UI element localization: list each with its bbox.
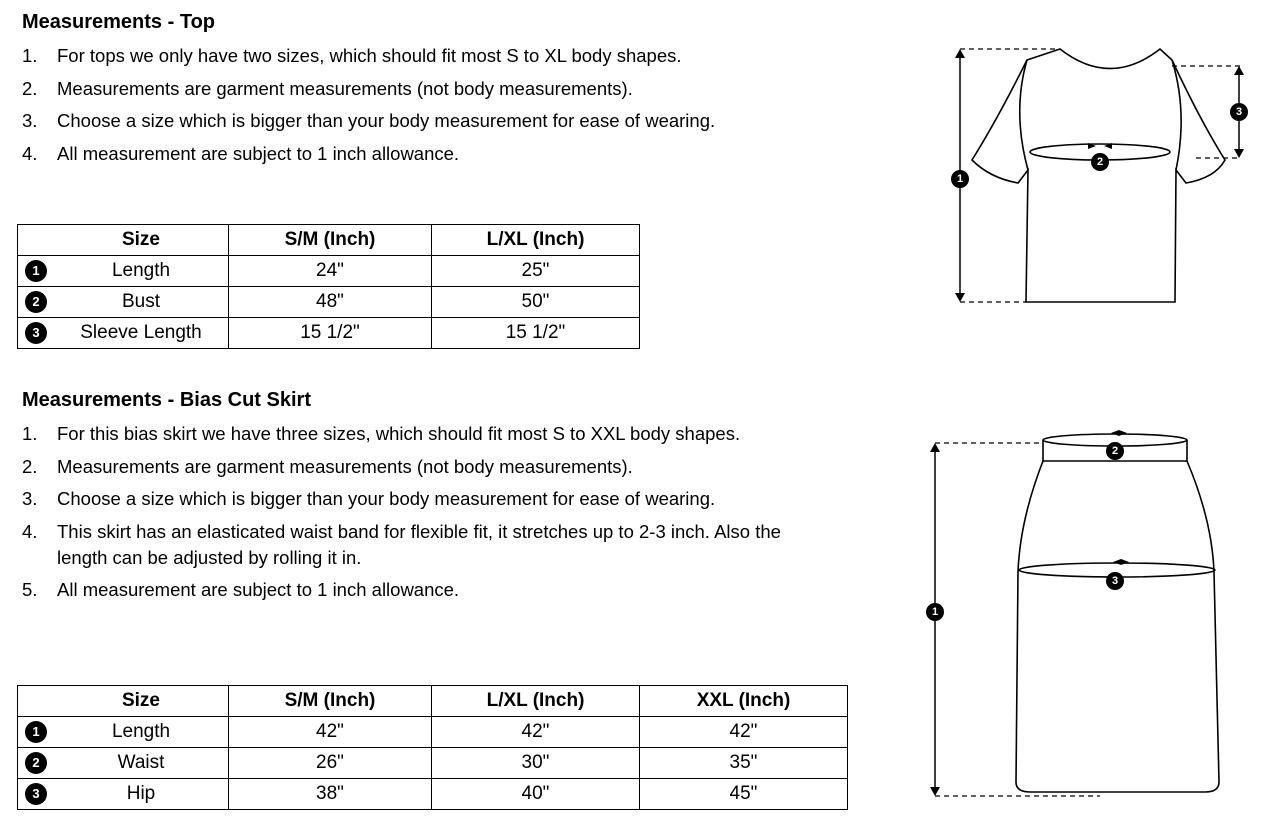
figure-badge-waist: 2 xyxy=(1106,442,1124,460)
header-size: Size xyxy=(54,225,229,256)
cell-value: 48" xyxy=(229,287,432,318)
row-label: Length xyxy=(54,256,229,287)
cell-value: 40" xyxy=(432,779,640,810)
number-badge: 1 xyxy=(25,721,47,743)
figure-badge-length: 1 xyxy=(951,170,969,188)
skirt-note: 1. For this bias skirt we have three sizes, which should fit most S to XXL body shapes. xyxy=(22,423,741,444)
skirt-note: 5. All measurement are subject to 1 inch allowance. xyxy=(22,579,460,600)
row-label: Hip xyxy=(54,779,229,810)
row-label: Bust xyxy=(54,287,229,318)
number-badge: 3 xyxy=(25,783,47,805)
top-note: 3. Choose a size which is bigger than your body measurement for ease of wearing. xyxy=(22,110,716,131)
cell-value: 25" xyxy=(432,256,640,287)
header-sm: S/M (Inch) xyxy=(229,686,432,717)
cell-value: 45" xyxy=(640,779,848,810)
cell-value: 38" xyxy=(229,779,432,810)
header-sm: S/M (Inch) xyxy=(229,225,432,256)
top-note: 2. Measurements are garment measurements (not body measurements). xyxy=(22,77,633,99)
header-xxl: XXL (Inch) xyxy=(640,686,848,717)
skirt-note: 4. This skirt has an elasticated waist band for flexible fit, it stretches up to 2-3 inch. Also the length can be adjusted by rolling it in. xyxy=(22,520,781,568)
cell-value: 35" xyxy=(640,748,848,779)
top-note: 1. For tops we only have two sizes, which should fit most S to XL body shapes. xyxy=(22,45,682,66)
header-lxl: L/XL (Inch) xyxy=(432,686,640,717)
row-label: Length xyxy=(54,717,229,748)
skirt-note: 3. Choose a size which is bigger than your body measurement for ease of wearing. xyxy=(22,488,716,509)
skirt-heading: Measurements - Bias Cut Skirt xyxy=(22,389,311,411)
figure-badge-hip: 3 xyxy=(1106,572,1124,590)
top-note: 4. All measurement are subject to 1 inch allowance. xyxy=(22,142,460,164)
header-size: Size xyxy=(54,686,229,717)
cell-value: 50" xyxy=(432,287,640,318)
cell-value: 24" xyxy=(229,256,432,287)
top-heading: Measurements - Top xyxy=(22,11,215,33)
header-lxl: L/XL (Inch) xyxy=(432,225,640,256)
figure-badge-length: 1 xyxy=(926,603,944,621)
figure-badge-sleeve: 3 xyxy=(1230,103,1248,121)
number-badge: 1 xyxy=(25,260,47,282)
row-label: Waist xyxy=(54,748,229,779)
row-label: Sleeve Length xyxy=(54,318,229,349)
cell-value: 26" xyxy=(229,748,432,779)
cell-value: 15 1/2" xyxy=(432,318,640,349)
cell-value: 42" xyxy=(432,717,640,748)
cell-value: 42" xyxy=(229,717,432,748)
skirt-note: 2. Measurements are garment measurements (not body measurements). xyxy=(22,455,633,477)
figure-badge-bust: 2 xyxy=(1091,153,1109,171)
number-badge: 2 xyxy=(25,291,47,313)
cell-value: 30" xyxy=(432,748,640,779)
number-badge: 2 xyxy=(25,752,47,774)
number-badge: 3 xyxy=(25,322,47,344)
cell-value: 42" xyxy=(640,717,848,748)
cell-value: 15 1/2" xyxy=(229,318,432,349)
